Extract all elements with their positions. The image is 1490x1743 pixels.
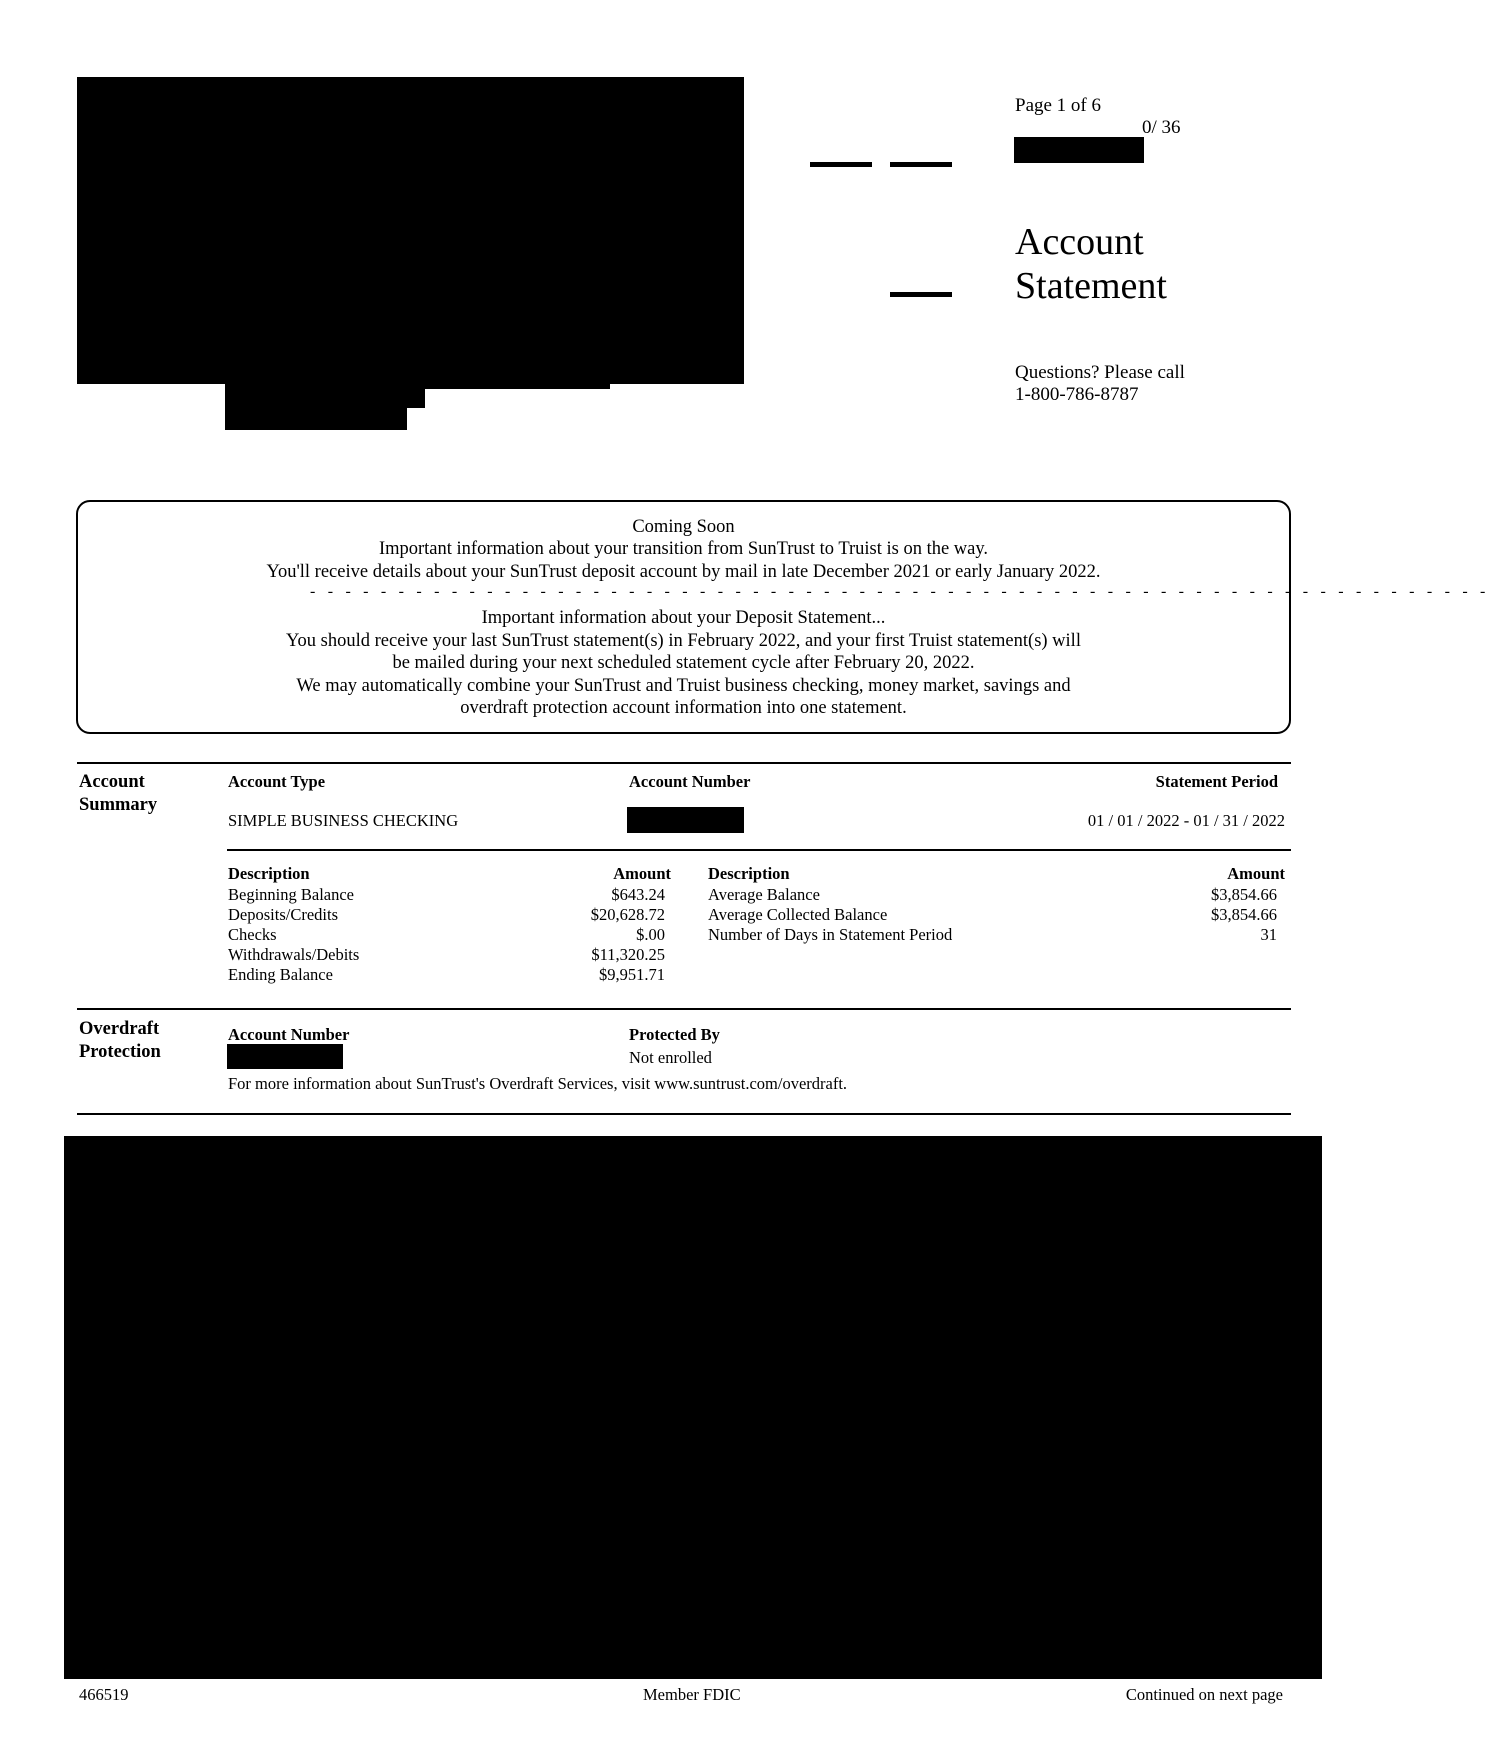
table-row-amount: $20,628.72 (590, 905, 665, 924)
redacted-overdraft-account (227, 1044, 343, 1069)
overdraft-label: Overdraft (79, 1019, 160, 1039)
right-desc-header: Description (708, 864, 790, 883)
statement-title-line2: Statement (1015, 265, 1167, 307)
table-row-description: Ending Balance (228, 965, 333, 984)
table-row-description: Beginning Balance (228, 885, 355, 904)
overdraft-bottom-rule (77, 1113, 1291, 1115)
table-row-description: Checks (228, 925, 277, 944)
header-bar-1 (810, 162, 872, 167)
redacted-address-block-tail-3 (225, 405, 407, 430)
overdraft-label: Protection (79, 1042, 161, 1062)
protected-by-header: Protected By (629, 1025, 720, 1044)
questions-text: Questions? Please call (1015, 362, 1185, 383)
table-row-amount: $9,951.71 (599, 965, 665, 984)
header-bar-2 (890, 162, 952, 167)
table-row-description: Number of Days in Statement Period (708, 925, 953, 944)
left-amount-header: Amount (613, 864, 671, 883)
notice-line: overdraft protection account information into one statement. (460, 698, 907, 718)
account-summary-label: Account (79, 772, 145, 792)
page-number: Page 1 of 6 (1015, 95, 1102, 116)
table-row-description: Average Balance (708, 885, 820, 904)
account-type-value: SIMPLE BUSINESS CHECKING (228, 811, 459, 830)
notice-subheading: Important information about your Deposit Statement... (481, 608, 886, 628)
overdraft-info: For more information about SunTrust's Overdraft Services, visit www.suntrust.com/overdraft. (228, 1074, 848, 1093)
statement-period-value: 01 / 01 / 2022 - 01 / 31 / 2022 (1087, 811, 1285, 830)
account-type-header: Account Type (228, 772, 326, 791)
account-summary-label: Summary (79, 795, 158, 815)
continued-note: Continued on next page (1125, 1685, 1283, 1704)
table-row-amount: $3,854.66 (1211, 905, 1277, 924)
redacted-address-block-tail-2 (425, 384, 610, 389)
overdraft-account-number-header: Account Number (228, 1025, 350, 1044)
protected-by-value: Not enrolled (629, 1048, 712, 1067)
overdraft-top-rule (77, 1008, 1291, 1010)
summary-inner-rule (227, 849, 1291, 851)
redacted-address-block (77, 77, 744, 384)
header-bar-3 (890, 292, 952, 297)
notice-line: You'll receive details about your SunTrust deposit account by mail in late December 2021 or early January 2022. (266, 562, 1101, 582)
table-row-amount: $.00 (636, 925, 665, 944)
phone-number: 1-800-786-8787 (1015, 384, 1139, 405)
notice-line: be mailed during your next scheduled statement cycle after February 20, 2022. (392, 653, 975, 673)
table-row-amount: 31 (1260, 925, 1277, 944)
page-code: 0/ 36 (1142, 117, 1181, 138)
right-amount-header: Amount (1227, 864, 1285, 883)
notice-separator: - - - - - - - - - - - - - - - - - - - - - - - - - - - - - - - - - - - - - - - - - - - - - - - - - - - - - - - - - - - - - - - - - - - (310, 583, 1490, 600)
table-row-amount: $11,320.25 (591, 945, 665, 964)
summary-top-rule (77, 762, 1291, 764)
statement-period-header: Statement Period (1155, 772, 1278, 791)
table-row-amount: $3,854.66 (1211, 885, 1277, 904)
notice-heading: Coming Soon (632, 517, 735, 537)
notice-line: We may automatically combine your SunTrust and Truist business checking, money market, savings and (296, 676, 1071, 696)
member-fdic: Member FDIC (643, 1685, 741, 1704)
left-desc-header: Description (228, 864, 310, 883)
footer-code: 466519 (79, 1685, 129, 1704)
redacted-account-number (627, 807, 744, 833)
table-row-description: Average Collected Balance (708, 905, 888, 924)
notice-line: You should receive your last SunTrust statement(s) in February 2022, and your first Truist statement(s) will (286, 631, 1081, 651)
account-number-header: Account Number (629, 772, 751, 791)
table-row-description: Deposits/Credits (228, 905, 338, 924)
table-row-amount: $643.24 (611, 885, 665, 904)
notice-box (76, 500, 1490, 734)
table-row-description: Withdrawals/Debits (228, 945, 360, 964)
redacted-transactions-area (64, 1136, 1322, 1679)
redacted-account-code (1014, 137, 1144, 163)
statement-title-line1: Account (1015, 221, 1144, 263)
notice-line: Important information about your transition from SunTrust to Truist is on the way. (378, 539, 989, 559)
